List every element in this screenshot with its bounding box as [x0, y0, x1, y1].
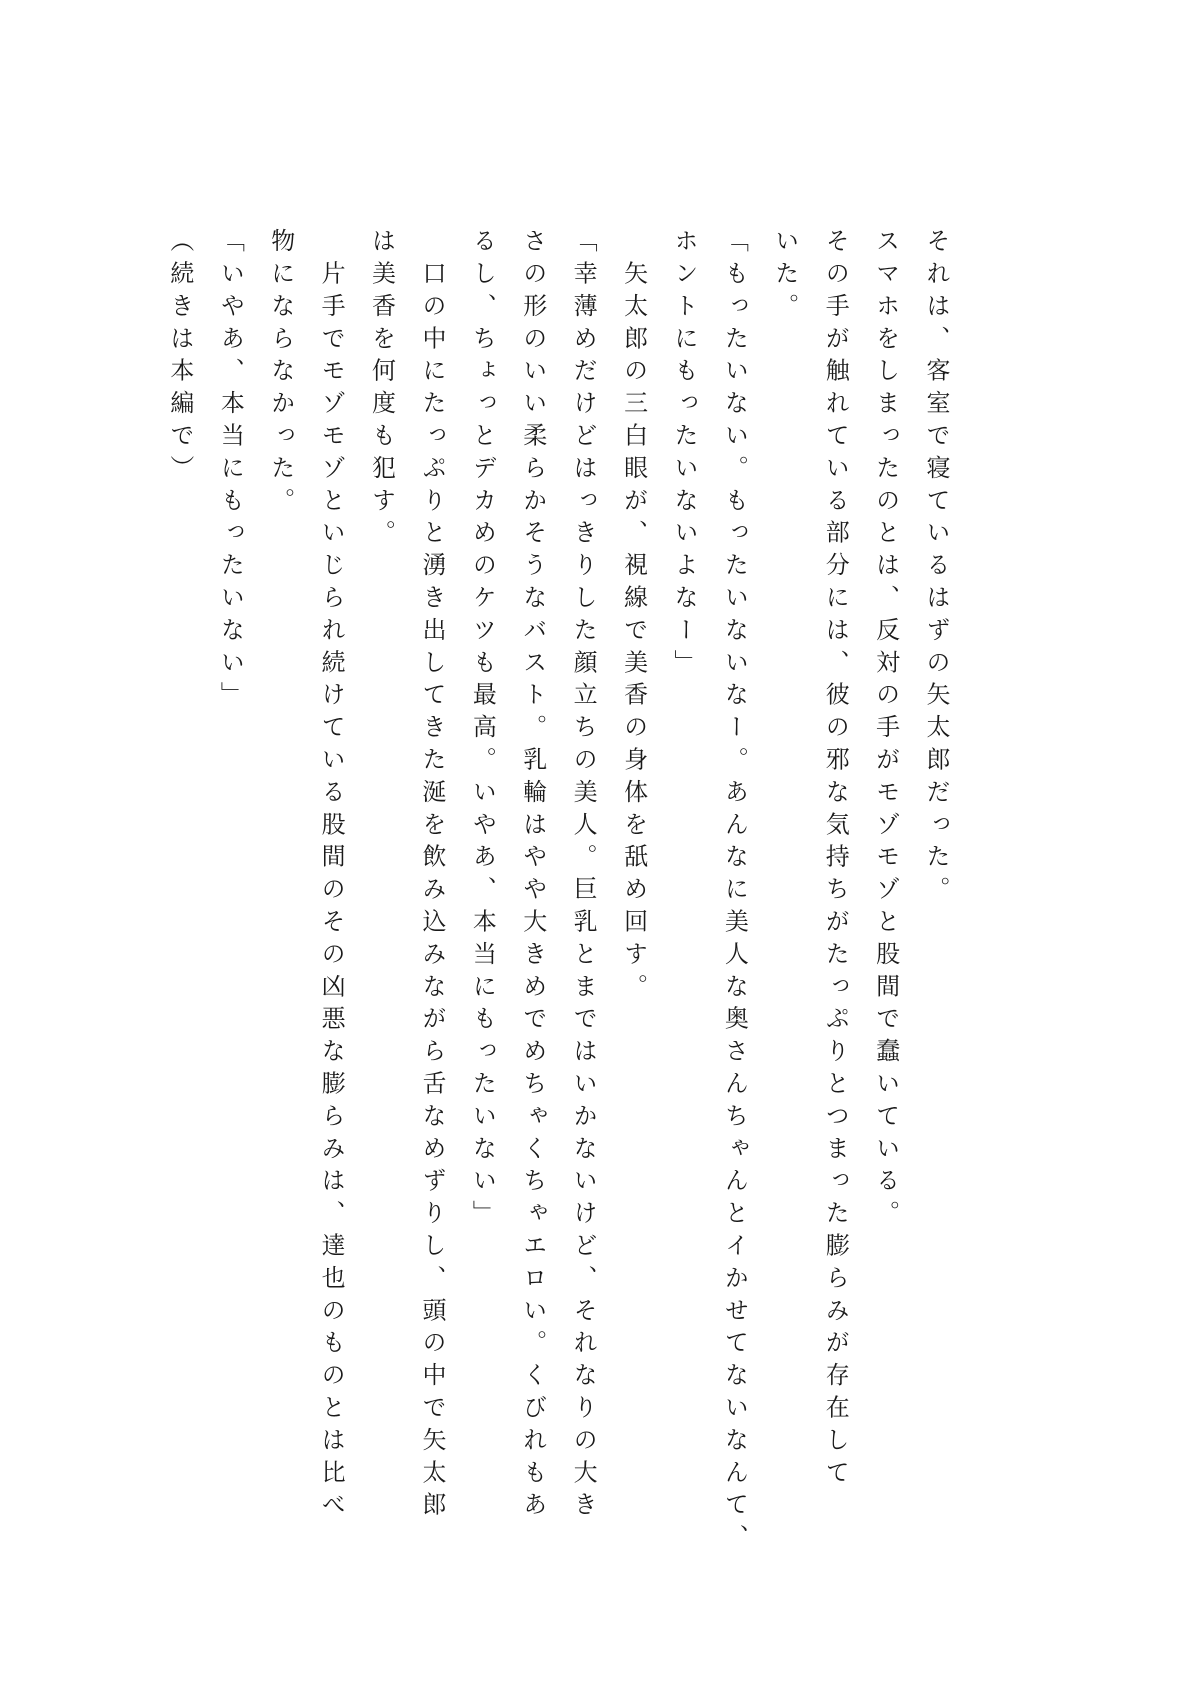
text-line: 「もったいない。もったいないなー。あんなに美人な奥さんちゃんとイかせてないなんて、	[720, 228, 749, 1557]
text-line: さの形のいい柔らかそうなバスト。乳輪はやや大きめでめちゃくちゃエロい。くびれもあ	[518, 228, 547, 1524]
text-line: は美香を何度も犯す。	[367, 228, 396, 552]
text-line: 物にならなかった。	[266, 228, 295, 520]
text-line: るし、ちょっとデカめのケツも最高。いやあ、本当にもったいない」	[468, 228, 497, 1233]
text-line: 口の中にたっぷりと湧き出してきた涎を飲み込みながら舌なめずりし、頭の中で矢太郎	[417, 228, 446, 1524]
text-line: ホントにもったいないよなー」	[669, 228, 698, 682]
text-line: 「幸薄めだけどはっきりした顔立ちの美人。巨乳とまではいかないけど、それなりの大き	[569, 228, 598, 1524]
text-line: いた。	[770, 228, 799, 326]
text-line: その手が触れている部分には、彼の邪な気持ちがたっぷりとつまった膨らみが存在して	[821, 228, 850, 1492]
text-line: 片手でモゾモゾといじられ続けている股間のその凶悪な膨らみは、達也のものとは比べ	[317, 228, 346, 1524]
text-line: スマホをしまったのとは、反対の手がモゾモゾと股間で蠢いている。	[871, 228, 900, 1233]
text-line: （続きは本編で）	[165, 228, 194, 488]
text-line: 矢太郎の三白眼が、視線で美香の身体を舐め回す。	[619, 228, 648, 1006]
text-line: 「いやあ、本当にもったいない」	[216, 228, 245, 714]
vertical-text-body	[155, 228, 962, 1557]
text-line: それは、客室で寝ているはずの矢太郎だった。	[922, 228, 950, 909]
